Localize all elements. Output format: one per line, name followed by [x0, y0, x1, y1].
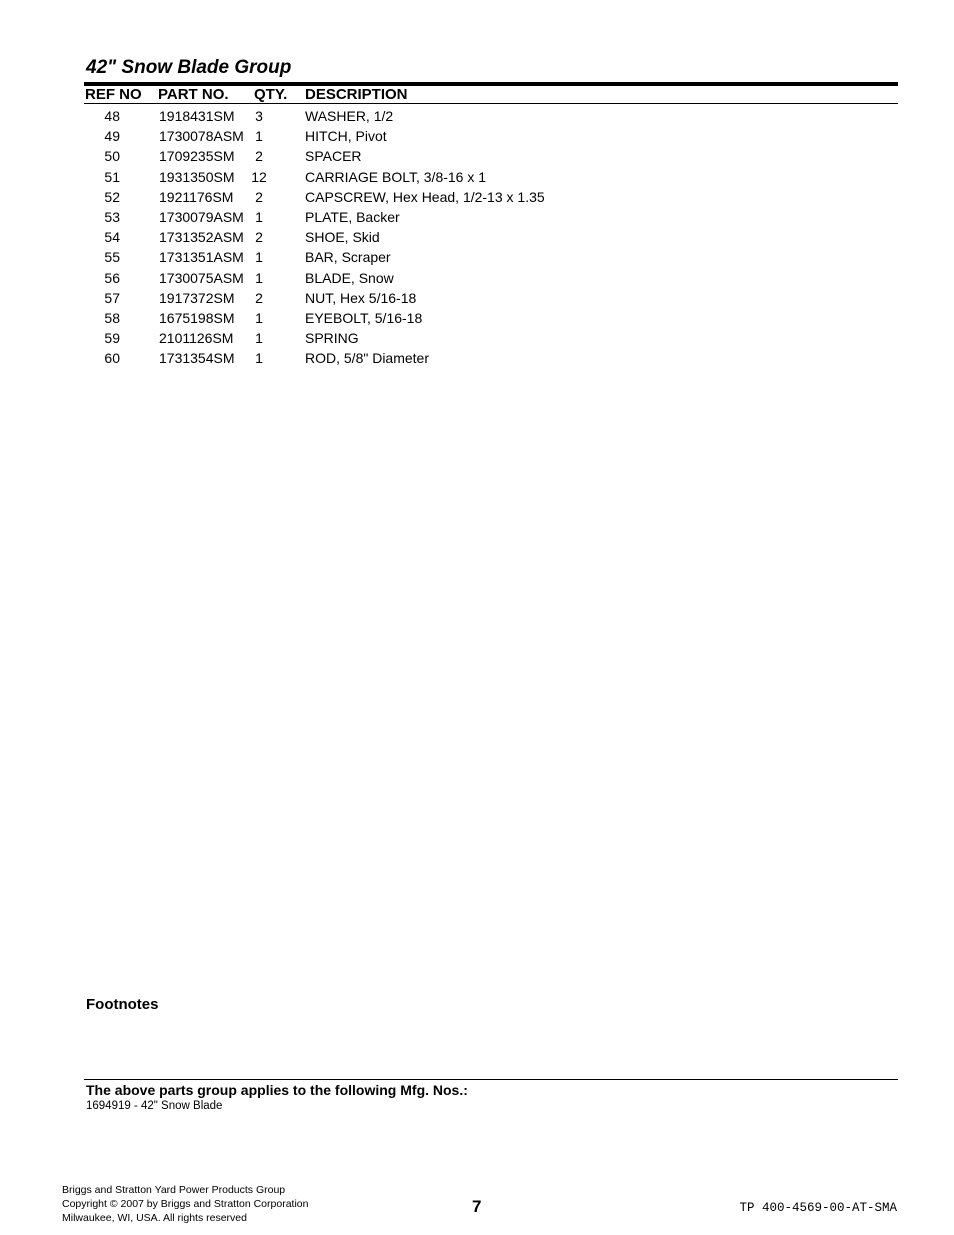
cell-qty: 1: [255, 249, 263, 266]
cell-ref-no: 53: [104, 208, 120, 225]
page-title: 42" Snow Blade Group: [86, 57, 292, 78]
page-number: 7: [472, 1197, 482, 1216]
table-row: [84, 247, 898, 267]
table-row: [84, 348, 898, 368]
cell-description: HITCH, Pivot: [305, 128, 387, 145]
column-header-qty: QTY.: [254, 86, 288, 103]
table-row: [84, 167, 898, 187]
cell-ref-no: 57: [104, 289, 120, 306]
table-row: [84, 288, 898, 308]
cell-ref-no: 51: [104, 168, 120, 185]
cell-part-no: 1731352ASM: [159, 229, 244, 246]
footer-company-info: [62, 1183, 308, 1225]
cell-description: NUT, Hex 5/16-18: [305, 289, 417, 306]
cell-qty: 1: [255, 208, 263, 225]
document-code: TP 400-4569-00-AT-SMA: [739, 1201, 897, 1215]
cell-part-no: 2101126SM: [159, 330, 234, 347]
table-row: [84, 207, 898, 227]
applies-rule: [84, 1079, 898, 1080]
cell-part-no: 1730078ASM: [159, 128, 244, 145]
table-row: [84, 187, 898, 207]
cell-qty: 3: [255, 108, 263, 124]
column-header-part-no: PART NO.: [158, 86, 229, 103]
cell-part-no: 1730075ASM: [159, 269, 244, 286]
cell-ref-no: 58: [104, 309, 120, 326]
cell-qty: 1: [255, 350, 263, 367]
cell-part-no: 1921176SM: [159, 188, 234, 205]
cell-qty: 1: [255, 330, 263, 347]
table-row: [84, 227, 898, 247]
cell-ref-no: 50: [104, 148, 120, 165]
cell-part-no: 1731354SM: [159, 350, 235, 367]
cell-qty: 2: [255, 229, 263, 246]
cell-qty: 2: [255, 188, 263, 205]
cell-qty: 1: [255, 128, 263, 145]
applies-mfg-number: 1694919 - 42" Snow Blade: [86, 1100, 223, 1112]
table-header: [84, 86, 898, 103]
cell-ref-no: 56: [104, 269, 120, 286]
table-row: [84, 328, 898, 348]
footer-copyright: Copyright © 2007 by Briggs and Stratton Corporation: [62, 1198, 309, 1210]
footer-company: Briggs and Stratton Yard Power Products Group: [62, 1184, 286, 1196]
column-header-ref-no: REF NO: [85, 86, 142, 103]
cell-part-no: 1730079ASM: [159, 208, 244, 225]
table-row: [84, 146, 898, 166]
cell-ref-no: 55: [104, 249, 120, 266]
cell-part-no: 1731351ASM: [159, 249, 244, 266]
cell-ref-no: 60: [104, 350, 120, 367]
footer-address: Milwaukee, WI, USA. All rights reserved: [62, 1212, 247, 1224]
column-header-description: DESCRIPTION: [305, 86, 408, 103]
cell-description: CARRIAGE BOLT, 3/8-16 x 1: [305, 168, 487, 185]
cell-description: ROD, 5/8" Diameter: [305, 350, 430, 367]
cell-qty: 1: [255, 269, 263, 286]
cell-ref-no: 49: [104, 128, 120, 145]
cell-description: EYEBOLT, 5/16-18: [305, 309, 423, 326]
cell-ref-no: 48: [104, 108, 120, 124]
cell-description: SPACER: [305, 148, 362, 165]
cell-part-no: 1918431SM: [159, 108, 235, 124]
cell-description: SHOE, Skid: [305, 229, 380, 246]
footnotes-heading: Footnotes: [86, 996, 159, 1013]
cell-part-no: 1931350SM: [159, 168, 235, 185]
cell-part-no: 1917372SM: [159, 289, 235, 306]
cell-qty: 2: [255, 289, 263, 306]
cell-description: BAR, Scraper: [305, 249, 391, 266]
cell-ref-no: 59: [104, 330, 120, 347]
header-rule-thin: [84, 103, 898, 104]
parts-table-body: [84, 106, 898, 368]
cell-ref-no: 54: [104, 229, 120, 246]
table-row: [84, 308, 898, 328]
cell-qty: 1: [255, 309, 263, 326]
table-row: [84, 126, 898, 146]
cell-description: BLADE, Snow: [305, 269, 394, 286]
cell-description: WASHER, 1/2: [305, 108, 394, 124]
cell-ref-no: 52: [104, 188, 120, 205]
cell-qty: 2: [255, 148, 263, 165]
table-row: [84, 106, 898, 126]
cell-part-no: 1709235SM: [159, 148, 235, 165]
cell-part-no: 1675198SM: [159, 309, 235, 326]
table-row: [84, 268, 898, 288]
cell-description: PLATE, Backer: [305, 208, 400, 225]
cell-description: CAPSCREW, Hex Head, 1/2-13 x 1.35: [305, 188, 545, 205]
cell-qty: 12: [251, 168, 267, 185]
cell-description: SPRING: [305, 330, 359, 347]
applies-heading: The above parts group applies to the following Mfg. Nos.:: [86, 1082, 468, 1098]
